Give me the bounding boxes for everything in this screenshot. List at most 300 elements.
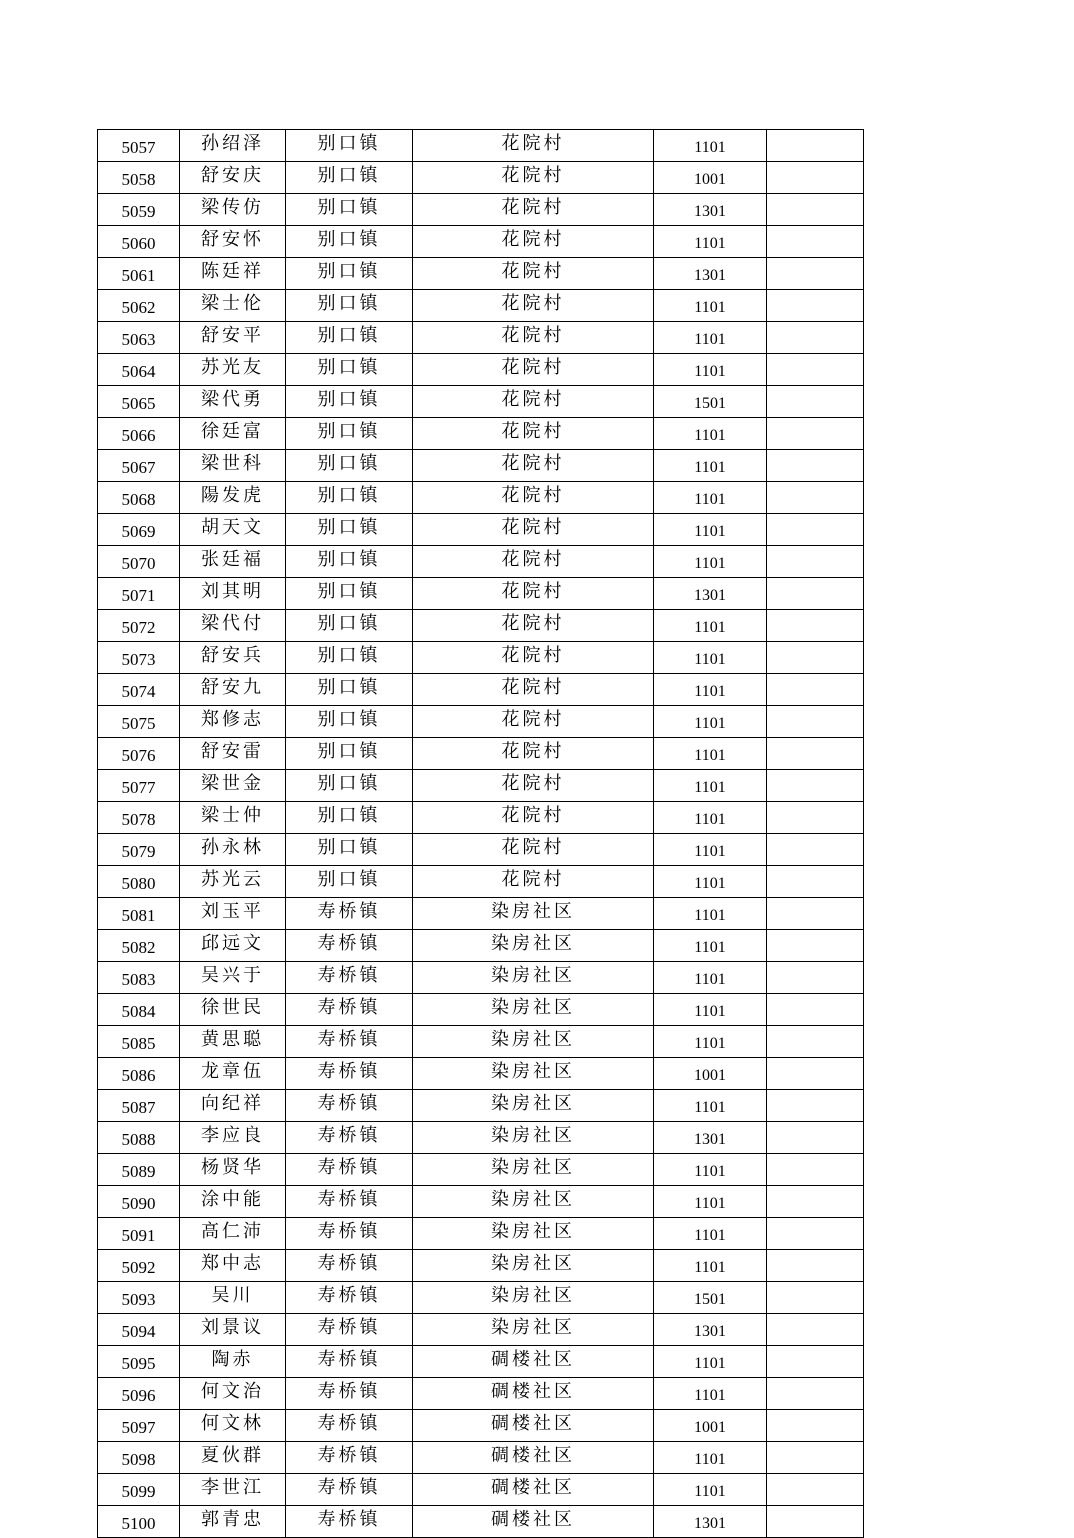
town-cell: 别口镇 xyxy=(286,162,413,194)
serial-number-cell: 5070 xyxy=(98,546,180,578)
code-cell: 1101 xyxy=(654,1346,767,1378)
village-cell: 染房社区 xyxy=(413,1026,654,1058)
town-cell: 寿桥镇 xyxy=(286,1282,413,1314)
village-cell: 花院村 xyxy=(413,162,654,194)
note-cell xyxy=(767,1058,864,1090)
village-cell: 碉楼社区 xyxy=(413,1442,654,1474)
note-cell xyxy=(767,1090,864,1122)
code-cell: 1101 xyxy=(654,546,767,578)
village-cell: 花院村 xyxy=(413,546,654,578)
town-cell: 寿桥镇 xyxy=(286,1506,413,1538)
code-cell: 1101 xyxy=(654,290,767,322)
town-cell: 别口镇 xyxy=(286,194,413,226)
serial-number-cell: 5081 xyxy=(98,898,180,930)
serial-number-cell: 5058 xyxy=(98,162,180,194)
table-row xyxy=(98,1250,864,1282)
table-row xyxy=(98,1218,864,1250)
roster-table xyxy=(97,129,864,1538)
person-name-cell: 苏光友 xyxy=(180,354,286,386)
village-cell: 花院村 xyxy=(413,226,654,258)
serial-number-cell: 5083 xyxy=(98,962,180,994)
person-name-cell: 龙章伍 xyxy=(180,1058,286,1090)
code-cell: 1101 xyxy=(654,1250,767,1282)
note-cell xyxy=(767,290,864,322)
town-cell: 别口镇 xyxy=(286,802,413,834)
town-cell: 寿桥镇 xyxy=(286,1442,413,1474)
town-cell: 寿桥镇 xyxy=(286,1250,413,1282)
code-cell: 1101 xyxy=(654,994,767,1026)
serial-number-cell: 5075 xyxy=(98,706,180,738)
person-name-cell: 夏伙群 xyxy=(180,1442,286,1474)
table-row xyxy=(98,1026,864,1058)
person-name-cell: 邱远文 xyxy=(180,930,286,962)
person-name-cell: 徐廷富 xyxy=(180,418,286,450)
serial-number-cell: 5082 xyxy=(98,930,180,962)
code-cell: 1101 xyxy=(654,866,767,898)
note-cell xyxy=(767,834,864,866)
village-cell: 染房社区 xyxy=(413,1250,654,1282)
serial-number-cell: 5094 xyxy=(98,1314,180,1346)
code-cell: 1001 xyxy=(654,1058,767,1090)
village-cell: 碉楼社区 xyxy=(413,1378,654,1410)
note-cell xyxy=(767,1346,864,1378)
village-cell: 染房社区 xyxy=(413,1282,654,1314)
person-name-cell: 孙绍泽 xyxy=(180,130,286,162)
table-row xyxy=(98,322,864,354)
person-name-cell: 杨贤华 xyxy=(180,1154,286,1186)
note-cell xyxy=(767,162,864,194)
code-cell: 1501 xyxy=(654,386,767,418)
town-cell: 寿桥镇 xyxy=(286,1026,413,1058)
code-cell: 1301 xyxy=(654,1506,767,1538)
town-cell: 别口镇 xyxy=(286,642,413,674)
serial-number-cell: 5084 xyxy=(98,994,180,1026)
table-row xyxy=(98,1378,864,1410)
town-cell: 别口镇 xyxy=(286,450,413,482)
table-row xyxy=(98,1346,864,1378)
note-cell xyxy=(767,514,864,546)
note-cell xyxy=(767,898,864,930)
code-cell: 1101 xyxy=(654,450,767,482)
code-cell: 1101 xyxy=(654,1218,767,1250)
table-row xyxy=(98,1474,864,1506)
table-row xyxy=(98,418,864,450)
note-cell xyxy=(767,578,864,610)
code-cell: 1101 xyxy=(654,354,767,386)
code-cell: 1101 xyxy=(654,962,767,994)
code-cell: 1101 xyxy=(654,1186,767,1218)
table-row xyxy=(98,1314,864,1346)
serial-number-cell: 5066 xyxy=(98,418,180,450)
serial-number-cell: 5091 xyxy=(98,1218,180,1250)
village-cell: 花院村 xyxy=(413,290,654,322)
village-cell: 碉楼社区 xyxy=(413,1474,654,1506)
village-cell: 花院村 xyxy=(413,738,654,770)
town-cell: 寿桥镇 xyxy=(286,930,413,962)
town-cell: 别口镇 xyxy=(286,354,413,386)
note-cell xyxy=(767,1026,864,1058)
town-cell: 别口镇 xyxy=(286,258,413,290)
serial-number-cell: 5085 xyxy=(98,1026,180,1058)
person-name-cell: 郭青忠 xyxy=(180,1506,286,1538)
note-cell xyxy=(767,674,864,706)
serial-number-cell: 5095 xyxy=(98,1346,180,1378)
serial-number-cell: 5060 xyxy=(98,226,180,258)
code-cell: 1101 xyxy=(654,1090,767,1122)
code-cell: 1101 xyxy=(654,770,767,802)
town-cell: 别口镇 xyxy=(286,290,413,322)
person-name-cell: 高仁沛 xyxy=(180,1218,286,1250)
code-cell: 1101 xyxy=(654,1442,767,1474)
town-cell: 别口镇 xyxy=(286,322,413,354)
person-name-cell: 黄思聪 xyxy=(180,1026,286,1058)
person-name-cell: 舒安怀 xyxy=(180,226,286,258)
code-cell: 1101 xyxy=(654,642,767,674)
village-cell: 染房社区 xyxy=(413,962,654,994)
serial-number-cell: 5064 xyxy=(98,354,180,386)
person-name-cell: 徐世民 xyxy=(180,994,286,1026)
serial-number-cell: 5097 xyxy=(98,1410,180,1442)
serial-number-cell: 5079 xyxy=(98,834,180,866)
town-cell: 寿桥镇 xyxy=(286,1122,413,1154)
note-cell xyxy=(767,994,864,1026)
village-cell: 染房社区 xyxy=(413,1154,654,1186)
table-row xyxy=(98,962,864,994)
town-cell: 寿桥镇 xyxy=(286,1058,413,1090)
person-name-cell: 舒安兵 xyxy=(180,642,286,674)
code-cell: 1101 xyxy=(654,674,767,706)
table-row xyxy=(98,994,864,1026)
village-cell: 花院村 xyxy=(413,866,654,898)
serial-number-cell: 5076 xyxy=(98,738,180,770)
serial-number-cell: 5059 xyxy=(98,194,180,226)
town-cell: 寿桥镇 xyxy=(286,1218,413,1250)
table-row xyxy=(98,930,864,962)
village-cell: 花院村 xyxy=(413,642,654,674)
note-cell xyxy=(767,1154,864,1186)
code-cell: 1001 xyxy=(654,162,767,194)
person-name-cell: 孙永林 xyxy=(180,834,286,866)
code-cell: 1301 xyxy=(654,1314,767,1346)
person-name-cell: 舒安庆 xyxy=(180,162,286,194)
note-cell xyxy=(767,866,864,898)
note-cell xyxy=(767,386,864,418)
serial-number-cell: 5074 xyxy=(98,674,180,706)
table-row xyxy=(98,1122,864,1154)
roster-table-body xyxy=(98,130,864,1538)
table-row xyxy=(98,898,864,930)
town-cell: 寿桥镇 xyxy=(286,1346,413,1378)
note-cell xyxy=(767,610,864,642)
village-cell: 碉楼社区 xyxy=(413,1506,654,1538)
village-cell: 染房社区 xyxy=(413,1218,654,1250)
person-name-cell: 陽发虎 xyxy=(180,482,286,514)
note-cell xyxy=(767,706,864,738)
person-name-cell: 向纪祥 xyxy=(180,1090,286,1122)
table-row xyxy=(98,130,864,162)
person-name-cell: 刘玉平 xyxy=(180,898,286,930)
village-cell: 花院村 xyxy=(413,674,654,706)
table-row xyxy=(98,706,864,738)
serial-number-cell: 5089 xyxy=(98,1154,180,1186)
table-row xyxy=(98,546,864,578)
village-cell: 花院村 xyxy=(413,514,654,546)
serial-number-cell: 5092 xyxy=(98,1250,180,1282)
person-name-cell: 梁代勇 xyxy=(180,386,286,418)
village-cell: 碉楼社区 xyxy=(413,1346,654,1378)
note-cell xyxy=(767,1474,864,1506)
table-row xyxy=(98,514,864,546)
code-cell: 1001 xyxy=(654,1410,767,1442)
serial-number-cell: 5086 xyxy=(98,1058,180,1090)
note-cell xyxy=(767,1250,864,1282)
town-cell: 别口镇 xyxy=(286,386,413,418)
person-name-cell: 郑修志 xyxy=(180,706,286,738)
table-row xyxy=(98,674,864,706)
table-row xyxy=(98,834,864,866)
note-cell xyxy=(767,194,864,226)
town-cell: 寿桥镇 xyxy=(286,1186,413,1218)
village-cell: 花院村 xyxy=(413,130,654,162)
table-row xyxy=(98,1090,864,1122)
town-cell: 寿桥镇 xyxy=(286,994,413,1026)
code-cell: 1101 xyxy=(654,706,767,738)
serial-number-cell: 5099 xyxy=(98,1474,180,1506)
village-cell: 花院村 xyxy=(413,354,654,386)
note-cell xyxy=(767,1506,864,1538)
person-name-cell: 何文林 xyxy=(180,1410,286,1442)
serial-number-cell: 5065 xyxy=(98,386,180,418)
code-cell: 1101 xyxy=(654,514,767,546)
serial-number-cell: 5068 xyxy=(98,482,180,514)
table-row xyxy=(98,610,864,642)
person-name-cell: 刘其明 xyxy=(180,578,286,610)
note-cell xyxy=(767,770,864,802)
village-cell: 花院村 xyxy=(413,802,654,834)
table-row xyxy=(98,482,864,514)
table-row xyxy=(98,226,864,258)
town-cell: 别口镇 xyxy=(286,546,413,578)
serial-number-cell: 5063 xyxy=(98,322,180,354)
note-cell xyxy=(767,1218,864,1250)
code-cell: 1101 xyxy=(654,322,767,354)
table-row xyxy=(98,770,864,802)
village-cell: 染房社区 xyxy=(413,1058,654,1090)
person-name-cell: 梁士伦 xyxy=(180,290,286,322)
village-cell: 花院村 xyxy=(413,322,654,354)
table-row xyxy=(98,290,864,322)
serial-number-cell: 5071 xyxy=(98,578,180,610)
serial-number-cell: 5069 xyxy=(98,514,180,546)
town-cell: 别口镇 xyxy=(286,738,413,770)
village-cell: 花院村 xyxy=(413,258,654,290)
code-cell: 1101 xyxy=(654,1474,767,1506)
serial-number-cell: 5073 xyxy=(98,642,180,674)
table-row xyxy=(98,866,864,898)
village-cell: 花院村 xyxy=(413,706,654,738)
code-cell: 1101 xyxy=(654,1154,767,1186)
table-row xyxy=(98,1154,864,1186)
table-row xyxy=(98,258,864,290)
note-cell xyxy=(767,962,864,994)
note-cell xyxy=(767,1442,864,1474)
code-cell: 1101 xyxy=(654,482,767,514)
serial-number-cell: 5057 xyxy=(98,130,180,162)
town-cell: 别口镇 xyxy=(286,226,413,258)
table-row xyxy=(98,1186,864,1218)
town-cell: 别口镇 xyxy=(286,770,413,802)
person-name-cell: 吴兴于 xyxy=(180,962,286,994)
town-cell: 别口镇 xyxy=(286,610,413,642)
village-cell: 染房社区 xyxy=(413,1090,654,1122)
serial-number-cell: 5078 xyxy=(98,802,180,834)
person-name-cell: 李应良 xyxy=(180,1122,286,1154)
serial-number-cell: 5072 xyxy=(98,610,180,642)
table-row xyxy=(98,1410,864,1442)
code-cell: 1101 xyxy=(654,802,767,834)
person-name-cell: 张廷福 xyxy=(180,546,286,578)
person-name-cell: 梁传仿 xyxy=(180,194,286,226)
serial-number-cell: 5062 xyxy=(98,290,180,322)
note-cell xyxy=(767,642,864,674)
code-cell: 1301 xyxy=(654,1122,767,1154)
code-cell: 1101 xyxy=(654,130,767,162)
note-cell xyxy=(767,738,864,770)
table-row xyxy=(98,1442,864,1474)
village-cell: 染房社区 xyxy=(413,1314,654,1346)
town-cell: 别口镇 xyxy=(286,514,413,546)
note-cell xyxy=(767,802,864,834)
code-cell: 1101 xyxy=(654,1378,767,1410)
person-name-cell: 梁代付 xyxy=(180,610,286,642)
serial-number-cell: 5098 xyxy=(98,1442,180,1474)
town-cell: 寿桥镇 xyxy=(286,1410,413,1442)
serial-number-cell: 5090 xyxy=(98,1186,180,1218)
village-cell: 染房社区 xyxy=(413,994,654,1026)
serial-number-cell: 5087 xyxy=(98,1090,180,1122)
serial-number-cell: 5093 xyxy=(98,1282,180,1314)
table-row xyxy=(98,162,864,194)
village-cell: 花院村 xyxy=(413,450,654,482)
table-row xyxy=(98,642,864,674)
town-cell: 寿桥镇 xyxy=(286,962,413,994)
note-cell xyxy=(767,322,864,354)
person-name-cell: 梁世科 xyxy=(180,450,286,482)
person-name-cell: 舒安平 xyxy=(180,322,286,354)
table-row xyxy=(98,802,864,834)
code-cell: 1101 xyxy=(654,834,767,866)
note-cell xyxy=(767,1186,864,1218)
village-cell: 染房社区 xyxy=(413,930,654,962)
code-cell: 1101 xyxy=(654,930,767,962)
note-cell xyxy=(767,1410,864,1442)
code-cell: 1101 xyxy=(654,226,767,258)
village-cell: 花院村 xyxy=(413,770,654,802)
town-cell: 寿桥镇 xyxy=(286,1474,413,1506)
note-cell xyxy=(767,354,864,386)
village-cell: 花院村 xyxy=(413,482,654,514)
note-cell xyxy=(767,130,864,162)
serial-number-cell: 5080 xyxy=(98,866,180,898)
serial-number-cell: 5067 xyxy=(98,450,180,482)
person-name-cell: 胡天文 xyxy=(180,514,286,546)
table-row xyxy=(98,1282,864,1314)
village-cell: 花院村 xyxy=(413,578,654,610)
code-cell: 1301 xyxy=(654,578,767,610)
town-cell: 寿桥镇 xyxy=(286,898,413,930)
code-cell: 1301 xyxy=(654,194,767,226)
note-cell xyxy=(767,482,864,514)
note-cell xyxy=(767,930,864,962)
town-cell: 寿桥镇 xyxy=(286,1154,413,1186)
code-cell: 1101 xyxy=(654,898,767,930)
person-name-cell: 梁士仲 xyxy=(180,802,286,834)
village-cell: 花院村 xyxy=(413,194,654,226)
person-name-cell: 李世江 xyxy=(180,1474,286,1506)
serial-number-cell: 5088 xyxy=(98,1122,180,1154)
town-cell: 寿桥镇 xyxy=(286,1314,413,1346)
serial-number-cell: 5061 xyxy=(98,258,180,290)
town-cell: 别口镇 xyxy=(286,418,413,450)
town-cell: 别口镇 xyxy=(286,482,413,514)
person-name-cell: 舒安雷 xyxy=(180,738,286,770)
village-cell: 花院村 xyxy=(413,418,654,450)
town-cell: 别口镇 xyxy=(286,834,413,866)
serial-number-cell: 5100 xyxy=(98,1506,180,1538)
person-name-cell: 涂中能 xyxy=(180,1186,286,1218)
village-cell: 染房社区 xyxy=(413,1122,654,1154)
village-cell: 花院村 xyxy=(413,834,654,866)
table-row xyxy=(98,1058,864,1090)
person-name-cell: 郑中志 xyxy=(180,1250,286,1282)
village-cell: 染房社区 xyxy=(413,898,654,930)
village-cell: 花院村 xyxy=(413,610,654,642)
town-cell: 寿桥镇 xyxy=(286,1378,413,1410)
town-cell: 别口镇 xyxy=(286,866,413,898)
person-name-cell: 苏光云 xyxy=(180,866,286,898)
code-cell: 1101 xyxy=(654,1026,767,1058)
person-name-cell: 陈廷祥 xyxy=(180,258,286,290)
person-name-cell: 梁世金 xyxy=(180,770,286,802)
code-cell: 1301 xyxy=(654,258,767,290)
note-cell xyxy=(767,418,864,450)
note-cell xyxy=(767,1314,864,1346)
person-name-cell: 何文治 xyxy=(180,1378,286,1410)
table-row xyxy=(98,738,864,770)
person-name-cell: 刘景议 xyxy=(180,1314,286,1346)
village-cell: 染房社区 xyxy=(413,1186,654,1218)
table-row xyxy=(98,450,864,482)
note-cell xyxy=(767,258,864,290)
town-cell: 别口镇 xyxy=(286,674,413,706)
village-cell: 花院村 xyxy=(413,386,654,418)
table-row xyxy=(98,386,864,418)
note-cell xyxy=(767,450,864,482)
village-cell: 碉楼社区 xyxy=(413,1410,654,1442)
person-name-cell: 舒安九 xyxy=(180,674,286,706)
town-cell: 别口镇 xyxy=(286,578,413,610)
serial-number-cell: 5096 xyxy=(98,1378,180,1410)
code-cell: 1501 xyxy=(654,1282,767,1314)
person-name-cell: 陶赤 xyxy=(180,1346,286,1378)
town-cell: 别口镇 xyxy=(286,130,413,162)
table-row xyxy=(98,354,864,386)
serial-number-cell: 5077 xyxy=(98,770,180,802)
code-cell: 1101 xyxy=(654,418,767,450)
note-cell xyxy=(767,1122,864,1154)
town-cell: 寿桥镇 xyxy=(286,1090,413,1122)
table-row xyxy=(98,194,864,226)
